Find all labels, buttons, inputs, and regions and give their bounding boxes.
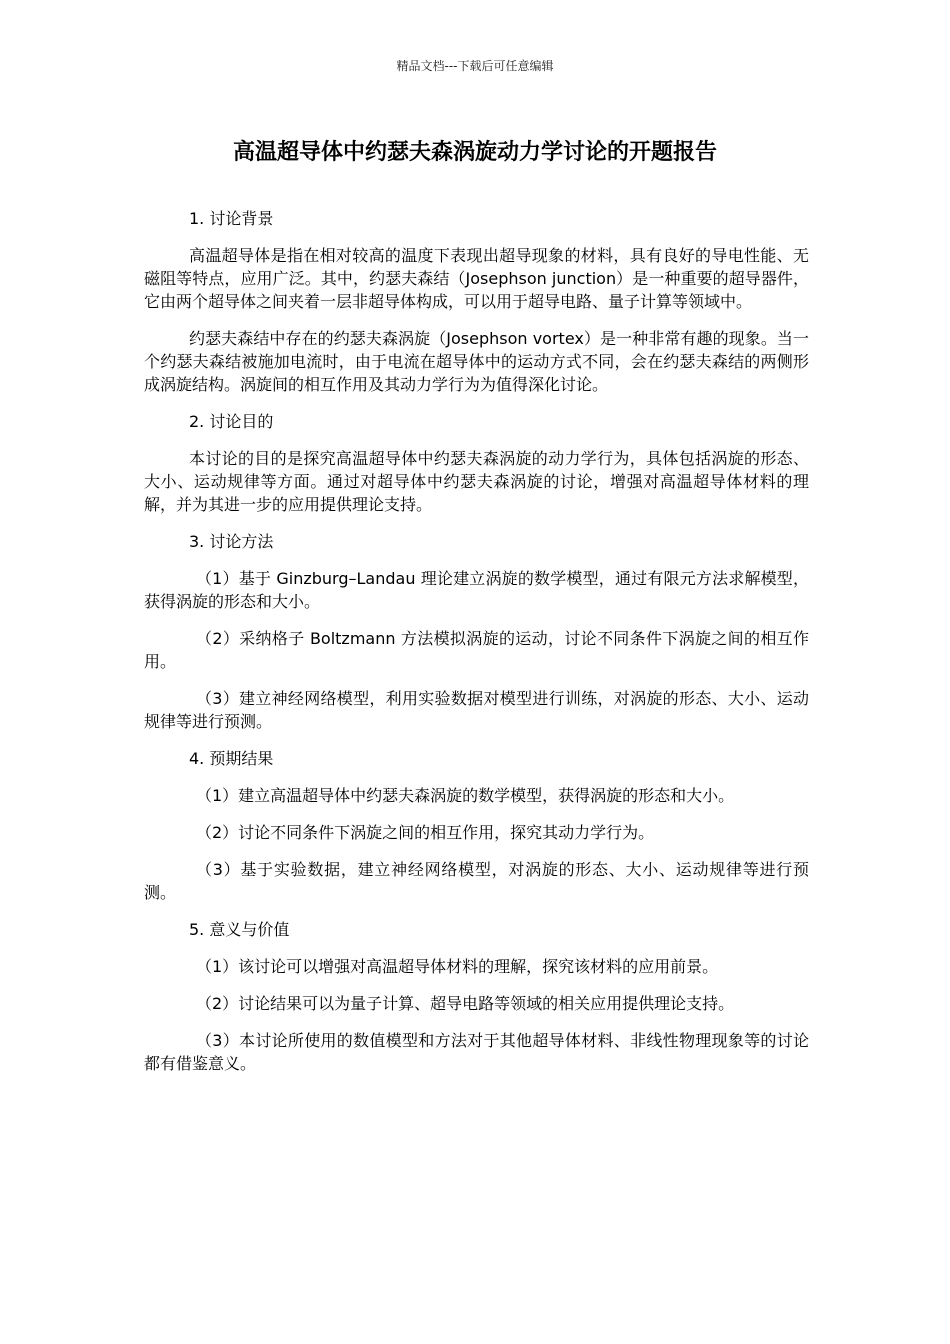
document-title: 高温超导体中约瑟夫森涡旋动力学讨论的开题报告	[232, 140, 717, 165]
list-item: （1）建立高温超导体中约瑟夫森涡旋的数学模型，获得涡旋的形态和大小。	[196, 786, 735, 805]
list-item: （1）基于 Ginzburg–Landau 理论建立涡旋的数学模型，通过有限元方法求解模型，获得涡旋的形态和大小。	[144, 569, 809, 611]
section-background	[144, 207, 809, 396]
document-body	[144, 207, 809, 1089]
paragraph: 本讨论的目的是探究高温超导体中约瑟夫森涡旋的动力学行为，具体包括涡旋的形态、大小、运动规律等方面。通过对超导体中约瑟夫森涡旋的讨论，增强对高温超导体材料的理解，并为其进一步的应用提供理论支持。	[144, 449, 809, 514]
list-item: （2）讨论不同条件下涡旋之间的相互作用，探究其动力学行为。	[196, 823, 655, 842]
list-item: （3）本讨论所使用的数值模型和方法对于其他超导体材料、非线性物理现象等的讨论都有借鉴意义。	[144, 1031, 809, 1073]
list-item: （1）该讨论可以增强对高温超导体材料的理解，探究该材料的应用前景。	[196, 957, 719, 976]
page-header: 精品文档---下载后可任意编辑	[396, 59, 554, 73]
section-methods	[144, 530, 809, 733]
list-item: （3）基于实验数据，建立神经网络模型，对涡旋的形态、大小、运动规律等进行预测。	[144, 860, 809, 902]
section-heading: 1. 讨论背景	[189, 209, 274, 228]
list-item: （3）建立神经网络模型，利用实验数据对模型进行训练，对涡旋的形态、大小、运动规律等进行预测。	[144, 689, 809, 731]
section-heading: 4. 预期结果	[189, 749, 274, 768]
section-heading: 3. 讨论方法	[189, 532, 274, 551]
paragraph: 高温超导体是指在相对较高的温度下表现出超导现象的材料，具有良好的导电性能、无磁阻等特点，应用广泛。其中，约瑟夫森结（Josephson junction）是一种重要的超导器件，它由两个超导体之间夹着一层非超导体构成，可以用于超导电路、量子计算等领域中。	[144, 246, 809, 311]
list-item: （2）采纳格子 Boltzmann 方法模拟涡旋的运动，讨论不同条件下涡旋之间的相互作用。	[144, 629, 809, 671]
section-heading: 2. 讨论目的	[189, 412, 274, 431]
paragraph: 约瑟夫森结中存在的约瑟夫森涡旋（Josephson vortex）是一种非常有趣的现象。当一个约瑟夫森结被施加电流时，由于电流在超导体中的运动方式不同，会在约瑟夫森结的两侧形成涡旋结构。涡旋间的相互作用及其动力学行为为值得深化讨论。	[144, 329, 809, 394]
list-item: （2）讨论结果可以为量子计算、超导电路等领域的相关应用提供理论支持。	[196, 994, 735, 1013]
section-expected-results	[144, 747, 809, 904]
section-significance	[144, 918, 809, 1075]
section-heading: 5. 意义与价值	[189, 920, 290, 939]
section-purpose	[144, 410, 809, 516]
